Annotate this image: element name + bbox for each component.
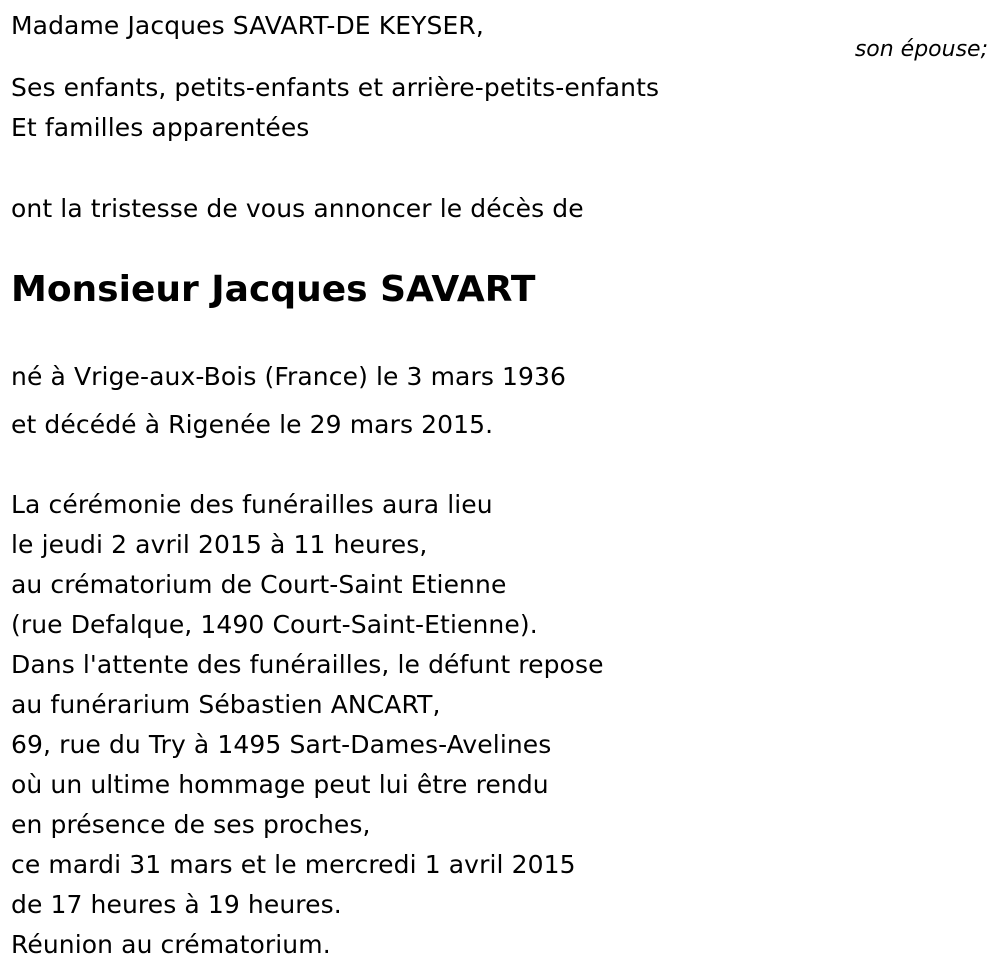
ceremony-line: le jeudi 2 avril 2015 à 11 heures, — [11, 530, 428, 559]
widow-line: Madame Jacques SAVART-DE KEYSER, — [11, 11, 484, 40]
ceremony-line: Réunion au crématorium. — [11, 930, 331, 959]
ceremony-line: La cérémonie des funérailles aura lieu — [11, 490, 493, 519]
ceremony-line: où un ultime hommage peut lui être rendu — [11, 770, 549, 799]
ceremony-line: 69, rue du Try à 1495 Sart-Dames-Avelines — [11, 730, 552, 759]
ceremony-line: au funérarium Sébastien ANCART, — [11, 690, 441, 719]
ceremony-line: ce mardi 31 mars et le mercredi 1 avril 2015 — [11, 850, 576, 879]
family-line-2: Et familles apparentées — [11, 113, 310, 142]
death-line: et décédé à Rigenée le 29 mars 2015. — [11, 410, 494, 439]
deceased-name: Monsieur Jacques SAVART — [11, 269, 536, 310]
ceremony-line: en présence de ses proches, — [11, 810, 371, 839]
ceremony-line: Dans l'attente des funérailles, le défunt repose — [11, 650, 604, 679]
relation-label: son épouse; — [854, 37, 988, 62]
ceremony-line: (rue Defalque, 1490 Court-Saint-Etienne). — [11, 610, 538, 639]
ceremony-line: de 17 heures à 19 heures. — [11, 890, 342, 919]
birth-line: né à Vrige-aux-Bois (France) le 3 mars 1936 — [11, 362, 567, 391]
family-line-1: Ses enfants, petits-enfants et arrière-petits-enfants — [11, 73, 660, 102]
announcement-line: ont la tristesse de vous annoncer le décès de — [11, 194, 584, 223]
ceremony-line: au crématorium de Court-Saint Etienne — [11, 570, 507, 599]
